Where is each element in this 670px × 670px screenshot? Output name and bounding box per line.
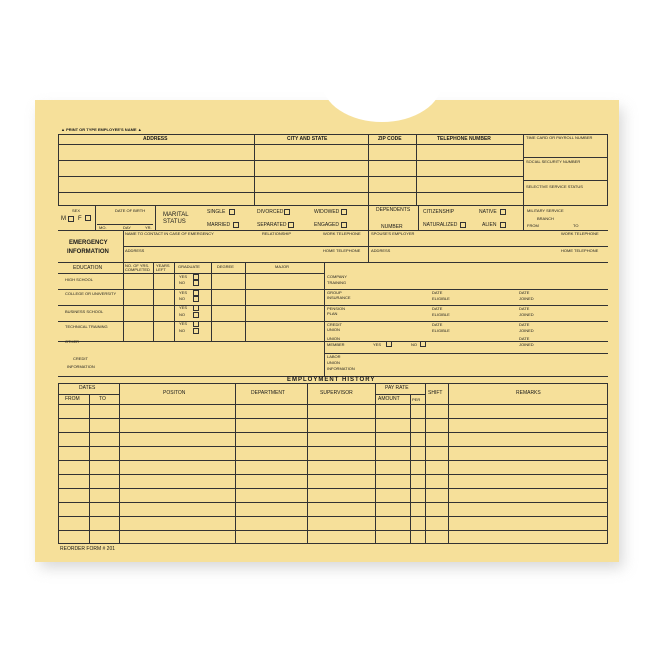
plan-label: PLAN <box>327 311 338 316</box>
union-yes-label: YES <box>373 342 382 347</box>
major-label: MAJOR <box>275 264 289 269</box>
widowed-label: WIDOWED <box>314 209 340 215</box>
marital-label: MARITAL <box>163 212 189 218</box>
city-state-header: CITY AND STATE <box>287 136 328 142</box>
labor-info-label: INFORMATION <box>327 366 355 371</box>
telephone-header: TELEPHONE NUMBER <box>437 136 491 142</box>
credit-label: CREDIT <box>73 356 88 361</box>
credit-info-label: INFORMATION <box>67 364 95 369</box>
graduate-yes-checkbox[interactable] <box>193 305 199 311</box>
labor-union-label: UNION <box>327 360 340 365</box>
eligible-label: ELIGIBLE <box>432 312 450 317</box>
high-school-label: HIGH SCHOOL <box>65 277 94 282</box>
spouse-address-label: ADDRESS <box>371 248 391 253</box>
history-row-line <box>58 446 608 447</box>
college-label: COLLEGE OR UNIVERSITY <box>65 291 117 296</box>
union-no-checkbox[interactable] <box>420 341 426 347</box>
union-yes-checkbox[interactable] <box>386 341 392 347</box>
joined-label: JOINED <box>519 328 534 333</box>
married-checkbox[interactable] <box>233 222 239 228</box>
department-header: DEPARTMENT <box>251 390 285 396</box>
pension-label: PENSION <box>327 306 346 311</box>
military-from-label: FROM <box>527 223 539 228</box>
history-row-line <box>58 418 608 419</box>
joined-label: JOINED <box>519 312 534 317</box>
military-to-label: TO <box>573 223 579 228</box>
employee-record-folder <box>35 100 619 562</box>
date-eligible-label: DATE <box>432 290 443 295</box>
history-title: EMPLOYMENT HISTORY <box>287 377 376 383</box>
sex-m-label: M <box>61 216 66 222</box>
engaged-label: ENGAGED <box>314 222 340 228</box>
date-eligible-label: DATE <box>432 322 443 327</box>
emergency-title: EMERGENCY <box>69 240 108 246</box>
naturalized-checkbox[interactable] <box>460 222 466 228</box>
graduate-no-checkbox[interactable] <box>193 280 199 286</box>
joined-label: JOINED <box>519 296 534 301</box>
credit-union-label: CREDIT <box>327 322 342 327</box>
eligible-label: ELIGIBLE <box>432 328 450 333</box>
alien-label: ALIEN <box>482 222 497 228</box>
graduate-no-label: NO <box>179 328 185 333</box>
sex-f-checkbox[interactable] <box>85 215 91 221</box>
date-joined-label: DATE <box>519 322 530 327</box>
spouse-employer-label: SPOUSE'S EMPLOYER <box>371 231 415 236</box>
business-school-label: BUSINESS SCHOOL <box>65 309 104 314</box>
time-card-label: TIME CARD OR PAYROLL NUMBER <box>526 135 593 140</box>
emergency-address-label: ADDRESS <box>125 248 145 253</box>
sex-label: SEX <box>72 208 81 213</box>
per-header: PER <box>412 397 421 402</box>
history-row-line <box>58 474 608 475</box>
dependents-label: DEPENDENTS <box>376 207 411 213</box>
print-name-label: ▲ PRINT OR TYPE EMPLOYEE'S NAME ▲ <box>61 127 142 132</box>
spouse-work-tel-label: WORK TELEPHONE <box>561 231 599 236</box>
joined-label: JOINED <box>519 342 534 347</box>
history-row-line <box>58 432 608 433</box>
union-no-label: NO <box>411 342 417 347</box>
sex-m-checkbox[interactable] <box>68 216 74 222</box>
single-label: SINGLE <box>207 209 226 215</box>
native-label: NATIVE <box>479 209 497 215</box>
labor-label: LABOR <box>327 354 341 359</box>
selective-service-label: SELECTIVE SERVICE STATUS <box>526 184 583 189</box>
graduate-no-checkbox[interactable] <box>193 312 199 318</box>
graduate-no-label: NO <box>179 296 185 301</box>
graduate-yes-label: YES <box>179 305 188 310</box>
years-left-label: YEARS LEFT <box>156 263 170 272</box>
yrs-completed-label: NO. OF YRS. COMPLETED <box>125 263 150 272</box>
graduate-no-label: NO <box>179 312 185 317</box>
emergency-info-title: INFORMATION <box>67 249 109 255</box>
separated-checkbox[interactable] <box>288 222 294 228</box>
training-label: TRAINING <box>327 280 347 285</box>
dob-yr-label: YR. <box>145 225 152 230</box>
from-header: FROM <box>65 396 80 402</box>
graduate-no-label: NO <box>179 280 185 285</box>
spouse-home-tel-label: HOME TELEPHONE <box>561 248 599 253</box>
to-header: TO <box>99 396 106 402</box>
emergency-home-tel-label: HOME TELEPHONE <box>323 248 361 253</box>
ssn-label: SOCIAL SECURITY NUMBER <box>526 159 581 164</box>
amount-header: AMOUNT <box>378 396 400 402</box>
sex-f-label: F <box>78 216 82 222</box>
graduate-no-checkbox[interactable] <box>193 296 199 302</box>
branch-label: BRANCH <box>537 216 554 221</box>
emergency-work-tel-label: WORK TELEPHONE <box>323 231 361 236</box>
graduate-label: GRADUATE <box>178 264 200 269</box>
history-row-line <box>58 488 608 489</box>
native-checkbox[interactable] <box>500 209 506 215</box>
divorced-checkbox[interactable] <box>284 209 290 215</box>
dob-day-label: DAY <box>123 225 131 230</box>
graduate-yes-checkbox[interactable] <box>193 321 199 327</box>
reorder-form-label: REORDER FORM # 201 <box>60 546 116 552</box>
divorced-label: DIVORCED <box>257 209 284 215</box>
date-joined-label: DATE <box>519 336 530 341</box>
position-header: POSITON <box>163 390 186 396</box>
citizenship-label: CITIZENSHIP <box>423 209 455 215</box>
relationship-label: RELATIONSHIP <box>262 231 292 236</box>
company-label: COMPANY <box>327 274 347 279</box>
eligible-label: ELIGIBLE <box>432 296 450 301</box>
alien-checkbox[interactable] <box>500 222 506 228</box>
education-title: EDUCATION <box>73 265 103 271</box>
date-joined-label: DATE <box>519 306 530 311</box>
graduate-yes-label: YES <box>179 321 188 326</box>
zip-header: ZIP CODE <box>378 136 402 142</box>
dob-label: DATE OF BIRTH <box>115 208 146 213</box>
supervisor-header: SUPERVISOR <box>320 390 353 396</box>
shift-header: SHIFT <box>428 390 443 396</box>
group-label: GROUP <box>327 290 342 295</box>
married-label: MARRIED <box>207 222 231 228</box>
date-eligible-label: DATE <box>432 306 443 311</box>
other-label: OTHER <box>65 339 79 344</box>
address-header: ADDRESS <box>143 136 168 142</box>
dependents-number-label: NUMBER <box>381 224 403 230</box>
remarks-header: REMARKS <box>516 390 541 396</box>
dob-mo-label: MO. <box>99 225 107 230</box>
thumb-cut-notch <box>322 78 442 122</box>
widowed-checkbox[interactable] <box>341 209 347 215</box>
engaged-checkbox[interactable] <box>341 222 347 228</box>
degree-label: DEGREE <box>217 264 234 269</box>
graduate-yes-label: YES <box>179 274 188 279</box>
history-table <box>58 384 608 544</box>
history-row-line <box>58 530 608 531</box>
union-member-label: UNION <box>327 336 340 341</box>
history-row-line <box>58 516 608 517</box>
emergency-name-label: NAME TO CONTACT IN CASE OF EMERGENCY <box>125 231 214 236</box>
naturalized-label: NATURALIZED <box>423 222 458 228</box>
graduate-no-checkbox[interactable] <box>193 328 199 334</box>
date-joined-label: DATE <box>519 290 530 295</box>
dates-header: DATES <box>79 385 96 391</box>
technical-training-label: TECHNICAL TRAINING <box>65 324 108 329</box>
history-row-line <box>58 460 608 461</box>
history-row-line <box>58 502 608 503</box>
member-label: MEMBER <box>327 342 345 347</box>
military-label: MILITARY SERVICE <box>527 208 564 213</box>
union-label: UNION <box>327 327 340 332</box>
single-checkbox[interactable] <box>229 209 235 215</box>
insurance-label: INSURANCE <box>327 295 351 300</box>
separated-label: SEPARATED <box>257 222 287 228</box>
status-label: STATUS <box>163 219 186 225</box>
pay-rate-header: PAY RATE <box>385 385 409 391</box>
graduate-yes-label: YES <box>179 290 188 295</box>
